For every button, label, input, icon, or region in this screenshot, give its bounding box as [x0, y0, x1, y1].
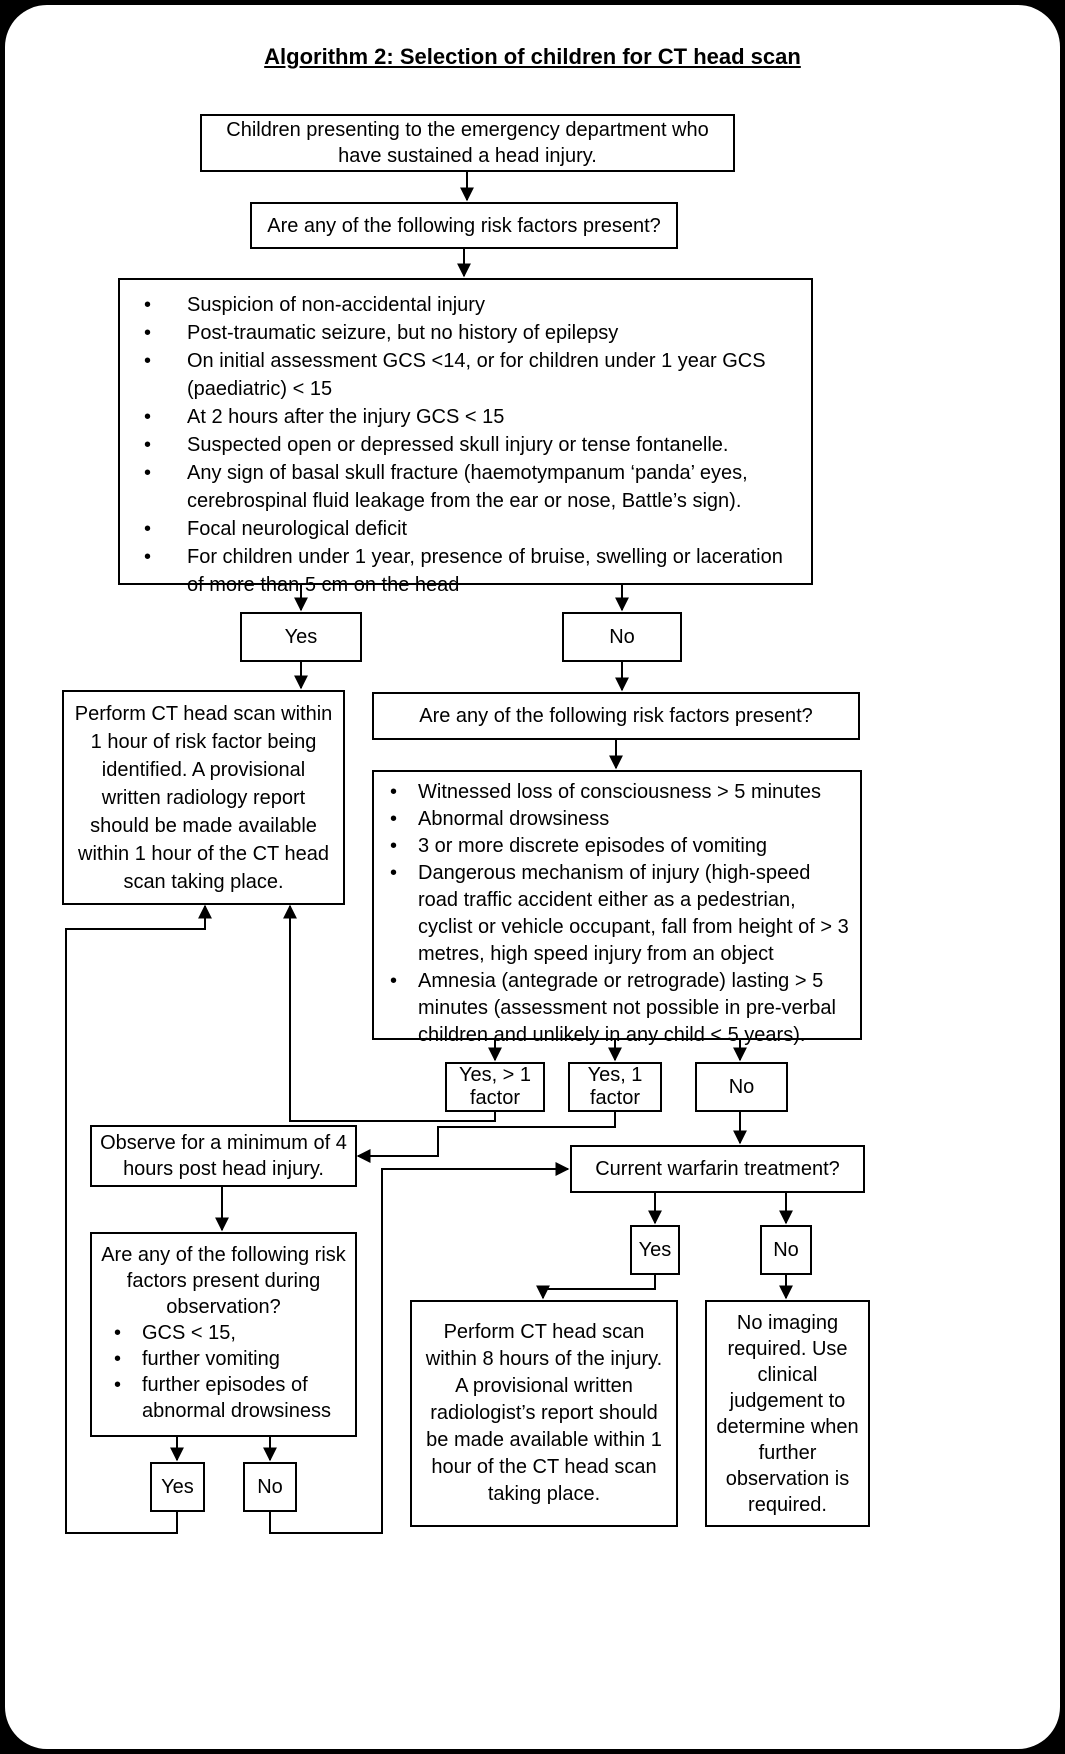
observation-risk-question: Are any of the following risk factors present during observation?: [101, 1244, 346, 1318]
node-warfarin-yes: Yes: [630, 1225, 680, 1275]
node-ct-within-1-hour: Perform CT head scan within 1 hour of risk factor being identified. A provisional written radiology report should be made available within 1 hour of the CT head scan taking place.: [62, 690, 345, 905]
observation-risk-list: [92, 1320, 355, 1424]
node-risk-list-1: [118, 278, 813, 596]
node-ct-within-8-hours: Perform CT head scan within 8 hours of the injury. A provisional written radiologist’s report should be made available within 1 hour of the CT head scan taking place.: [410, 1300, 678, 1527]
risk-item: • further vomiting: [92, 1346, 349, 1372]
node-no-imaging: No imaging required. Use clinical judgement to determine when further observation is required.: [705, 1300, 870, 1527]
node-yes-1-factor: Yes, 1 factor: [568, 1062, 662, 1112]
node-risk-question-2: Are any of the following risk factors present?: [372, 692, 860, 740]
node-observation-yes: Yes: [150, 1462, 205, 1512]
node-risk-list-2: [372, 770, 862, 1046]
risk-item: • Amnesia (antegrade or retrograde) lasting > 5 minutes (assessment not possible in pre-verbal children and unlikely in any child < 5 years).: [374, 968, 850, 1049]
risk-item: • On initial assessment GCS <14, or for children under 1 year GCS (paediatric) < 15: [120, 347, 797, 403]
risk-item: • Any sign of basal skull fracture (haemotympanum ‘panda’ eyes, cerebrospinal fluid leakage from the ear or nose, Battle’s sign).: [120, 459, 797, 515]
risk-item: • Dangerous mechanism of injury (high-speed road traffic accident either as a pedestrian, cyclist or vehicle occupant, fall from height of > 3 metres, high speed injury from an object: [374, 860, 850, 968]
node-observation-risk: [90, 1232, 357, 1437]
node-yes-1: Yes: [240, 612, 362, 662]
risk-item: • GCS < 15,: [92, 1320, 349, 1346]
risk-item: • Suspected open or depressed skull injury or tense fontanelle.: [120, 431, 797, 459]
node-observe-4-hours: Observe for a minimum of 4 hours post head injury.: [90, 1125, 357, 1187]
risk-item: • Witnessed loss of consciousness > 5 minutes: [374, 779, 850, 806]
risk-list-1: [120, 280, 811, 599]
page-title: Algorithm 2: Selection of children for CT head scan: [264, 44, 801, 69]
node-risk-question-1: Are any of the following risk factors present?: [250, 202, 678, 249]
arrow-warfarin-yes-to-ct8hr: [543, 1275, 655, 1298]
node-presenting: Children presenting to the emergency department who have sustained a head injury.: [200, 114, 735, 172]
arrow-obs-yes-to-ct1hr: [66, 906, 205, 1533]
risk-item: • Abnormal drowsiness: [374, 806, 850, 833]
node-yes-gt1-factor: Yes, > 1 factor: [445, 1062, 545, 1112]
node-no-2: No: [695, 1062, 788, 1112]
risk-item: • Suspicion of non-accidental injury: [120, 291, 797, 319]
node-warfarin-no: No: [760, 1225, 812, 1275]
risk-item: • Post-traumatic seizure, but no history of epilepsy: [120, 319, 797, 347]
risk-item: • Focal neurological deficit: [120, 515, 797, 543]
risk-list-2: [374, 772, 860, 1049]
risk-item: • 3 or more discrete episodes of vomiting: [374, 833, 850, 860]
risk-item: • further episodes of abnormal drowsiness: [92, 1372, 349, 1424]
risk-item: • For children under 1 year, presence of bruise, swelling or laceration of more than 5 cm on the head: [120, 543, 797, 599]
risk-item: • At 2 hours after the injury GCS < 15: [120, 403, 797, 431]
node-observation-no: No: [243, 1462, 297, 1512]
node-warfarin-question: Current warfarin treatment?: [570, 1145, 865, 1193]
node-no-1: No: [562, 612, 682, 662]
